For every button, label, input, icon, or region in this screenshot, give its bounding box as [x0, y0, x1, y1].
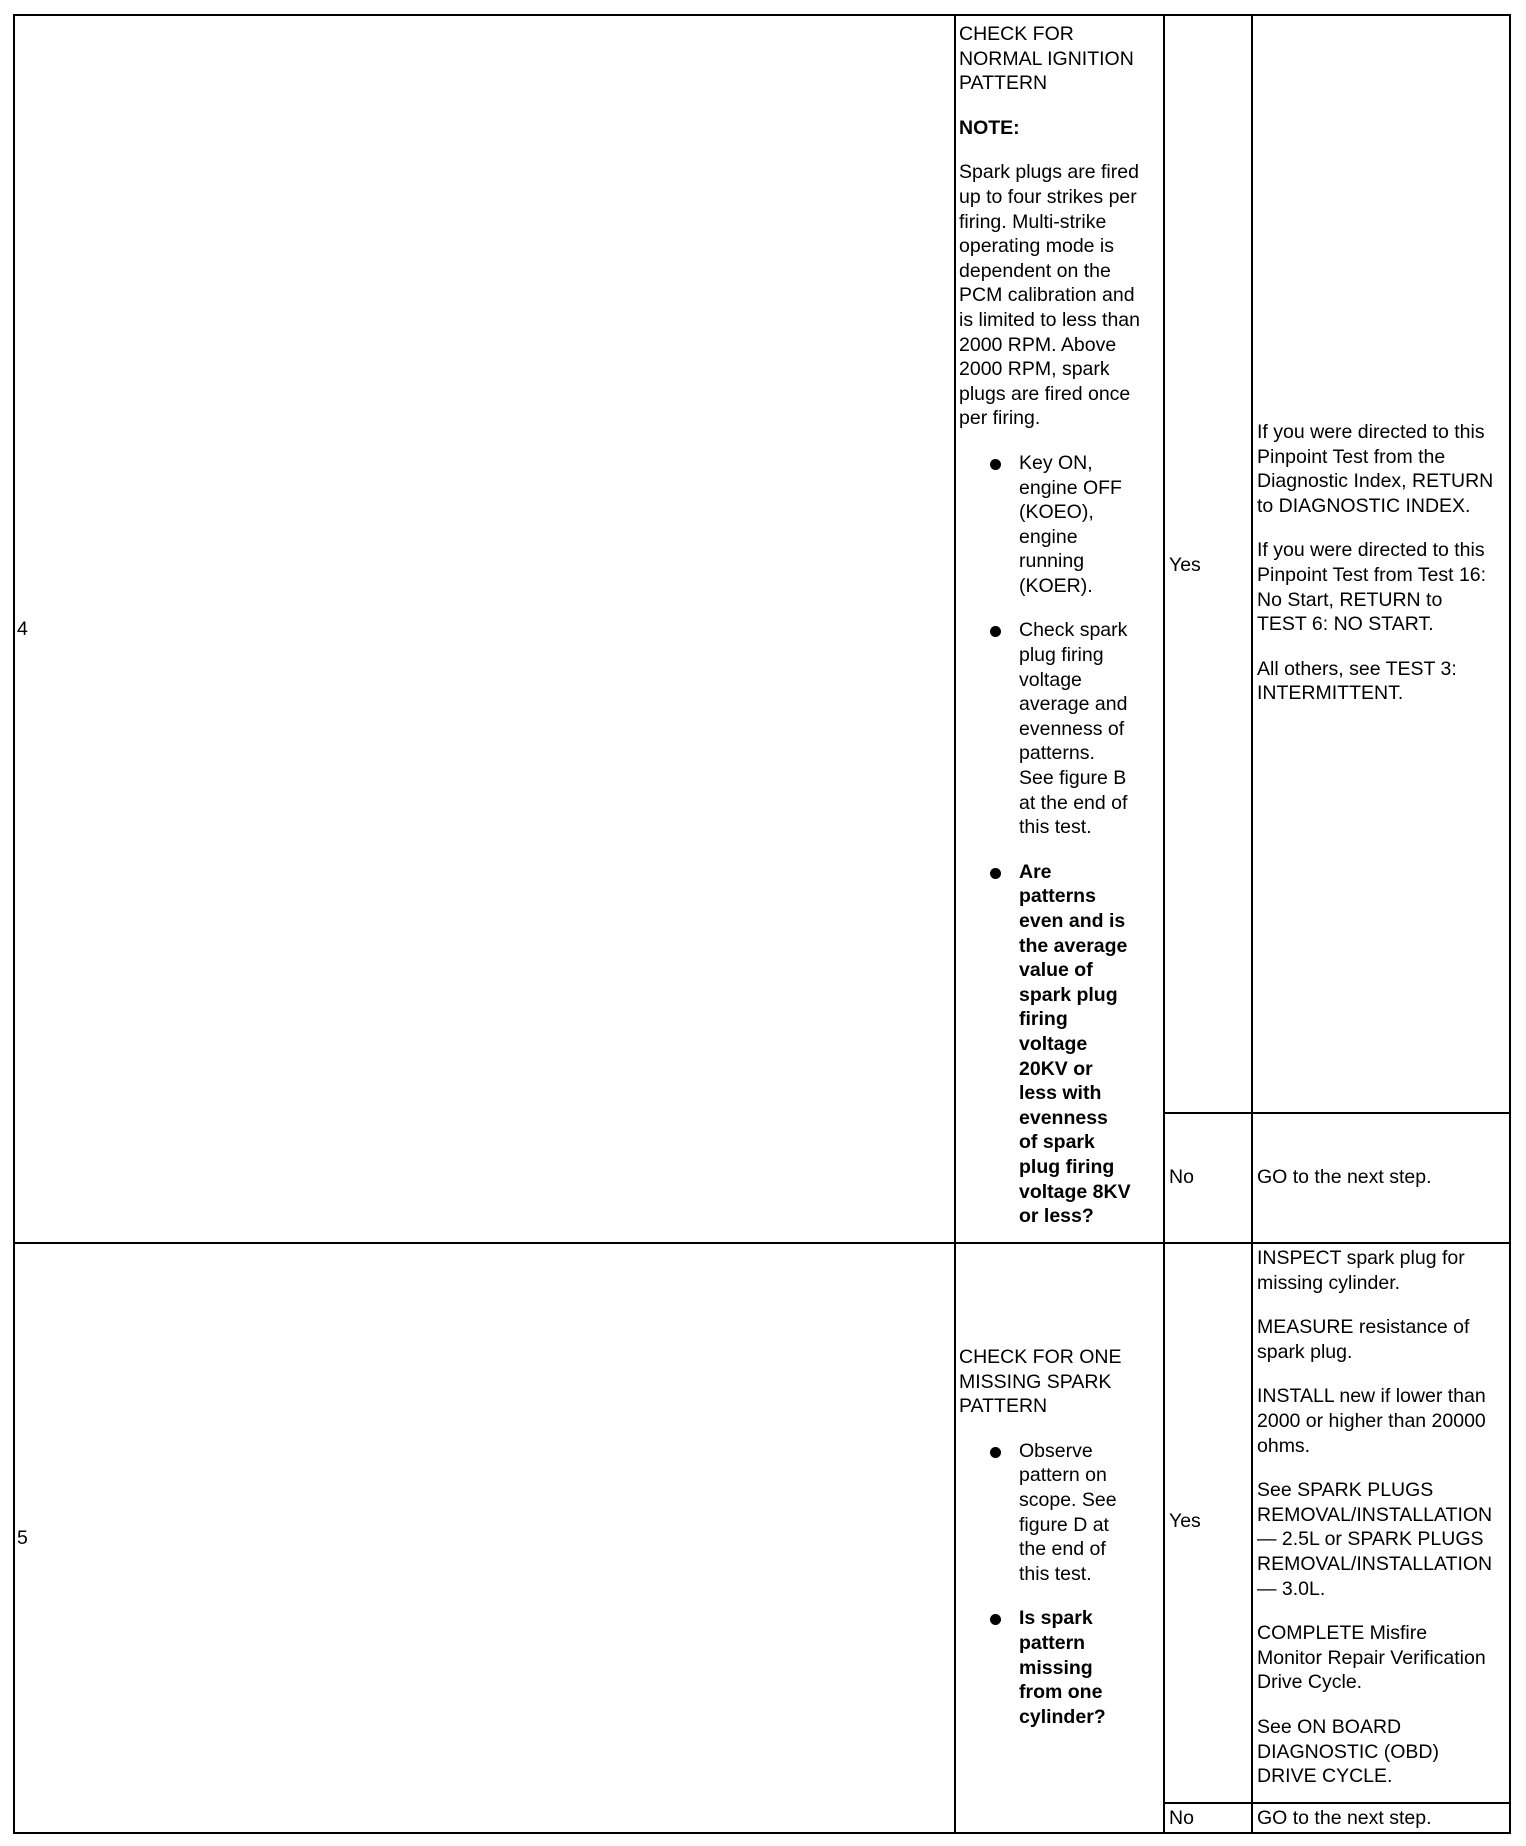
action-line: GO to the next step. [1257, 1807, 1432, 1829]
step-4-yes-label [1169, 553, 1201, 578]
action-paragraph [1257, 420, 1511, 518]
note-line: PCM calibration and [959, 284, 1135, 307]
question-line: spark plug [1019, 983, 1118, 1006]
bullet-icon [990, 1447, 1001, 1458]
note-line: dependent on the [959, 259, 1111, 282]
step-4-test-cell [959, 22, 1164, 1229]
action-paragraph [1257, 1715, 1511, 1789]
question-line: of spark [1019, 1131, 1095, 1154]
question-line: value of [1019, 959, 1093, 982]
result-label: No [1169, 1166, 1194, 1188]
action-line: See SPARK PLUGS [1257, 1479, 1434, 1502]
note-label: NOTE: [959, 116, 1020, 139]
action-paragraph [1257, 1246, 1511, 1295]
question-line: less with [1019, 1082, 1102, 1105]
instruction-line: plug firing [1019, 644, 1104, 667]
instruction-line: this test. [1019, 816, 1092, 839]
row-divider-step4-yes-no [1164, 1112, 1510, 1114]
note-line: 2000 RPM, spark [959, 358, 1110, 381]
question-line: or less? [1019, 1205, 1094, 1228]
step-5-no-action [1257, 1806, 1432, 1831]
step-5-no-label [1169, 1806, 1194, 1831]
instruction-line: pattern on [1019, 1464, 1107, 1487]
bullet-icon [990, 1614, 1001, 1625]
heading-line: PATTERN [959, 72, 1048, 95]
question-line: missing [1019, 1656, 1093, 1679]
question-line: the average [1019, 934, 1128, 957]
action-line: DRIVE CYCLE. [1257, 1765, 1393, 1788]
row-divider-step4-step5 [14, 1242, 1510, 1244]
action-line: ohms. [1257, 1434, 1311, 1457]
question-line: from one [1019, 1681, 1103, 1704]
note-line: up to four strikes per [959, 185, 1137, 208]
instruction-line: (KOER). [1019, 574, 1093, 597]
result-label: Yes [1169, 554, 1201, 576]
step-5-yes-label [1169, 1509, 1201, 1534]
action-line: GO to the next step. [1257, 1166, 1432, 1188]
question-line: 20KV or [1019, 1057, 1093, 1080]
action-line: REMOVAL/INSTALLATION [1257, 1503, 1493, 1526]
note-line: firing. Multi-strike [959, 210, 1107, 233]
action-line: Diagnostic Index, RETURN [1257, 470, 1494, 493]
heading-line: NORMAL IGNITION [959, 47, 1134, 70]
action-paragraph [1257, 1621, 1511, 1695]
instruction-line: patterns. [1019, 742, 1095, 765]
step-4-no-action [1257, 1165, 1432, 1190]
action-line: No Start, RETURN to [1257, 588, 1443, 611]
question-line: evenness [1019, 1106, 1108, 1129]
question-line: patterns [1019, 885, 1096, 908]
action-line: REMOVAL/INSTALLATION [1257, 1552, 1493, 1575]
step-number-text: 5 [17, 1527, 28, 1549]
action-line: 2000 or higher than 20000 [1257, 1409, 1486, 1432]
step-number-5 [17, 1526, 28, 1551]
step-4-yes-action [1257, 420, 1511, 706]
instruction-line: engine OFF [1019, 476, 1122, 499]
step-5-heading [959, 1345, 1164, 1419]
row-divider-step5-yes-no [1164, 1802, 1510, 1804]
action-paragraph [1257, 1315, 1511, 1364]
step-4-heading [959, 22, 1164, 96]
bullet-icon [990, 626, 1001, 637]
question-line: pattern [1019, 1631, 1086, 1654]
action-line: — 3.0L. [1257, 1577, 1326, 1600]
instruction-line: (KOEO), [1019, 501, 1094, 524]
action-line: INSTALL new if lower than [1257, 1385, 1486, 1408]
question-line: voltage 8KV [1019, 1180, 1131, 1203]
question-line: firing [1019, 1008, 1068, 1031]
column-divider-result-action [1251, 15, 1253, 1832]
action-line: to DIAGNOSTIC INDEX. [1257, 494, 1471, 517]
heading-line: CHECK FOR [959, 23, 1074, 45]
question-line: cylinder? [1019, 1705, 1106, 1728]
action-paragraph [1257, 1384, 1511, 1458]
action-line: Monitor Repair Verification [1257, 1646, 1486, 1669]
heading-line: MISSING SPARK [959, 1370, 1112, 1393]
instruction-line: figure D at [1019, 1513, 1109, 1536]
action-line: spark plug. [1257, 1340, 1353, 1363]
instruction-line: average and [1019, 693, 1128, 716]
question-line: voltage [1019, 1032, 1088, 1055]
instruction-line: scope. See [1019, 1488, 1117, 1511]
action-line: missing cylinder. [1257, 1271, 1401, 1294]
instruction-line: Observe [1019, 1439, 1093, 1462]
question-line: plug firing [1019, 1155, 1115, 1178]
note-line: is limited to less than [959, 308, 1140, 331]
action-line: See ON BOARD [1257, 1715, 1402, 1738]
instruction-line: evenness of [1019, 717, 1125, 740]
question-line: even and is [1019, 910, 1126, 932]
instruction-line: this test. [1019, 1562, 1092, 1585]
step-5-instructions [959, 1439, 1164, 1730]
instruction-question [1019, 1606, 1164, 1729]
instruction-line: engine [1019, 525, 1078, 548]
instruction-question [1019, 860, 1164, 1229]
action-line: COMPLETE Misfire [1257, 1622, 1428, 1645]
action-paragraph [1257, 538, 1511, 636]
note-line: operating mode is [959, 235, 1115, 258]
note-line: 2000 RPM. Above [959, 333, 1117, 356]
instruction-item [1019, 618, 1164, 839]
bullet-icon [990, 459, 1001, 470]
instruction-line: voltage [1019, 668, 1082, 691]
instruction-line: See figure B [1019, 767, 1127, 790]
result-label: Yes [1169, 1510, 1201, 1532]
action-line: MEASURE resistance of [1257, 1316, 1470, 1339]
action-line: TEST 6: NO START. [1257, 613, 1434, 636]
action-line: INTERMITTENT. [1257, 682, 1404, 705]
instruction-item [1019, 451, 1164, 599]
action-line: Pinpoint Test from the [1257, 445, 1446, 468]
note-line: Spark plugs are fired [959, 161, 1139, 184]
bullet-icon [990, 868, 1001, 879]
action-line: Pinpoint Test from Test 16: [1257, 563, 1487, 586]
action-paragraph [1257, 1478, 1511, 1601]
instruction-item [1019, 1439, 1164, 1587]
instruction-line: the end of [1019, 1538, 1106, 1561]
note-text [959, 160, 1164, 431]
column-divider-step-test [954, 15, 956, 1832]
instruction-line: Check spark [1019, 619, 1128, 642]
action-line: INSPECT spark plug for [1257, 1247, 1465, 1269]
instruction-line: at the end of [1019, 791, 1128, 814]
action-line: If you were directed to this [1257, 539, 1485, 562]
action-paragraph [1257, 657, 1511, 706]
step-number-4 [17, 617, 28, 642]
question-line: Is spark [1019, 1607, 1093, 1630]
result-label: No [1169, 1807, 1194, 1829]
instruction-line: Key ON, [1019, 451, 1093, 474]
action-line: DIAGNOSTIC (OBD) [1257, 1740, 1440, 1763]
note-line: plugs are fired once [959, 382, 1131, 405]
note-line: per firing. [959, 407, 1041, 430]
question-line: Are [1019, 860, 1052, 883]
action-line: If you were directed to this [1257, 421, 1485, 443]
instruction-line: running [1019, 550, 1085, 573]
heading-line: CHECK FOR ONE [959, 1346, 1122, 1368]
heading-line: PATTERN [959, 1395, 1048, 1418]
action-line: All others, see TEST 3: [1257, 657, 1457, 680]
step-4-no-label [1169, 1165, 1194, 1190]
step-5-test-cell [959, 1345, 1164, 1729]
action-line: — 2.5L or SPARK PLUGS [1257, 1528, 1484, 1551]
step-5-yes-action [1257, 1246, 1511, 1789]
step-4-instructions [959, 451, 1164, 1229]
step-number-text: 4 [17, 618, 28, 640]
action-line: Drive Cycle. [1257, 1671, 1363, 1694]
